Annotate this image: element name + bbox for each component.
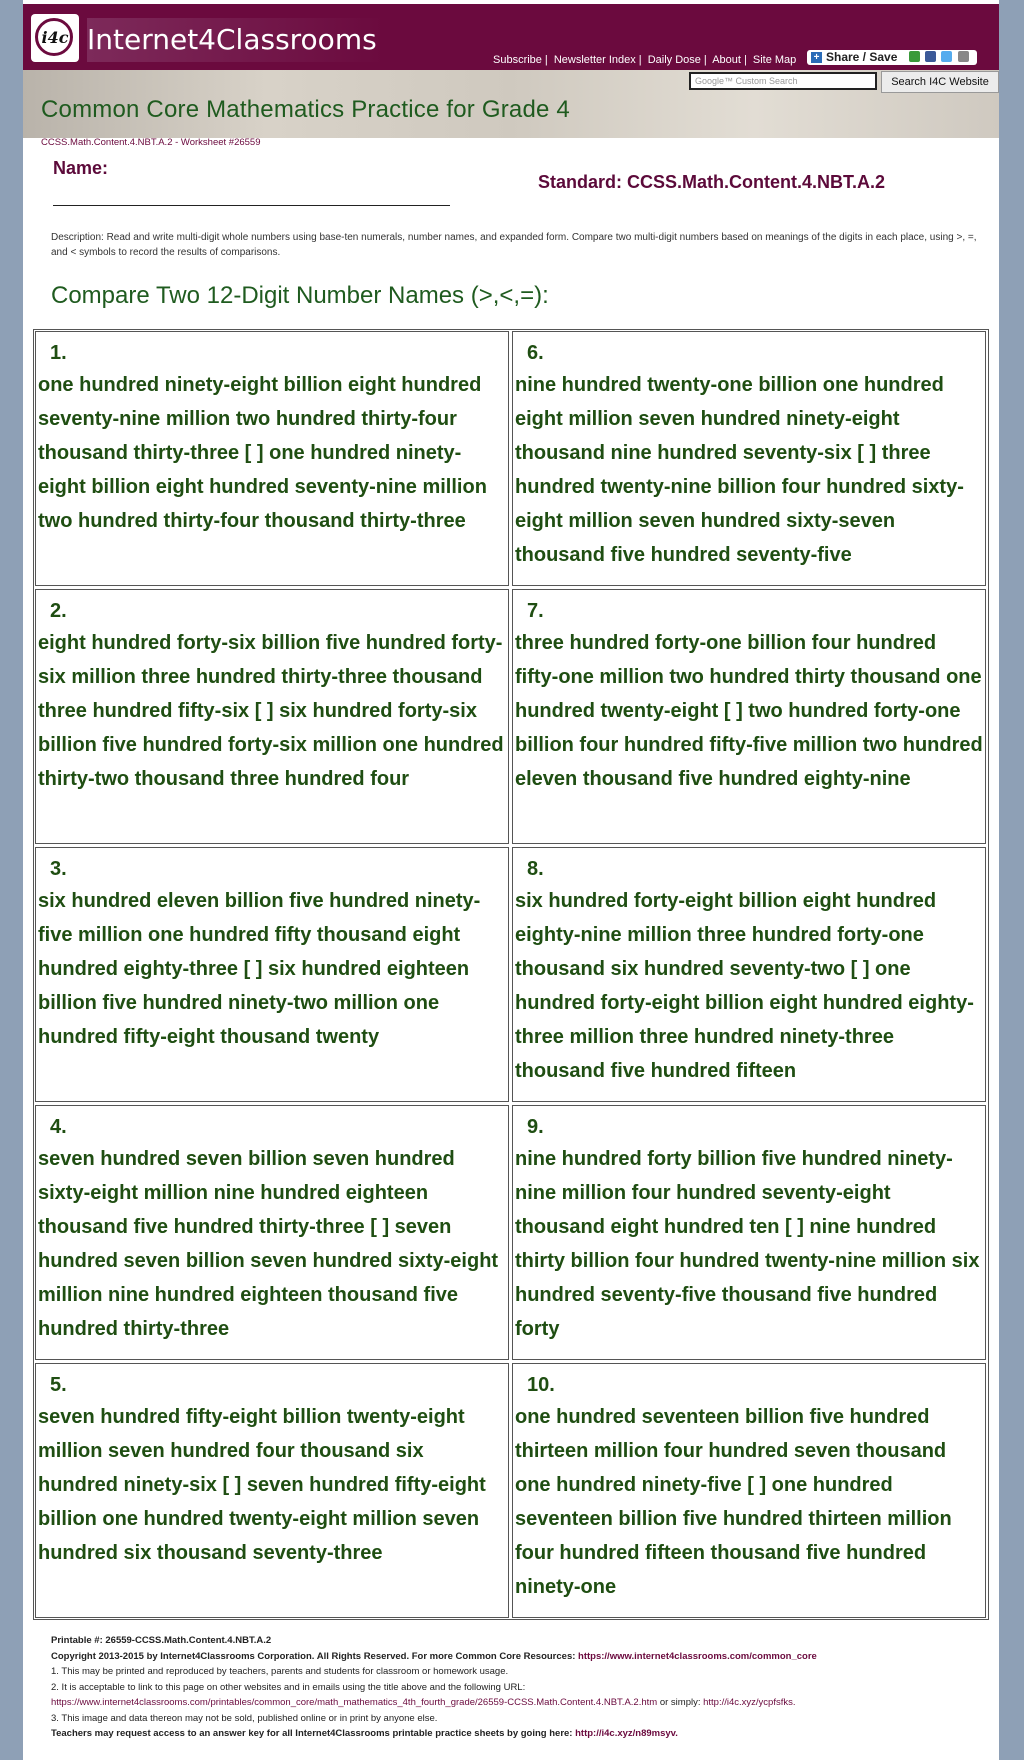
worksheet-url-link[interactable]: https://www.internet4classrooms.com/printables/common_core/math_mathematics_4th_fourth_grade/26559-CCSS.Math.Content.4.NBT.A.2.htm: [51, 1697, 658, 1708]
question-number: 5.: [50, 1374, 67, 1396]
facebook-icon[interactable]: [925, 51, 936, 62]
nav-daily-dose[interactable]: Daily Dose: [647, 54, 701, 66]
question-text: eight hundred forty-six billion five hundred forty-six million three hundred thirty-three thousand three hundred fifty-six [ ] six hundred forty-six billion five hundred forty-six million one hundred thirty-two thousand three hundred four: [38, 632, 504, 790]
share-save-button[interactable]: [807, 50, 977, 65]
plus-icon: +: [811, 52, 822, 63]
question-cell: [512, 331, 986, 586]
question-text: one hundred seventeen billion five hundred thirteen million four hundred seven thousand one hundred ninety-five [ ] one hundred seventeen billion five hundred thirteen million four hundred fifteen thousand five hundred ninety-one: [515, 1406, 952, 1598]
question-number: 6.: [527, 342, 544, 364]
or-simply: or simply:: [659, 1697, 701, 1708]
question-number: 3.: [50, 858, 67, 880]
question-number: 1.: [50, 342, 67, 364]
question-number: 7.: [527, 600, 544, 622]
question-text: seven hundred seven billion seven hundred sixty-eight million nine hundred eighteen thousand five hundred thirty-three [ ] seven hundred seven billion seven hundred sixty-eight million nine hundred eighteen thousand five hundred thirty-three: [38, 1148, 499, 1340]
question-text: three hundred forty-one billion four hundred fifty-one million two hundred thirty thousand one hundred twenty-eight [ ] two hundred forty-one billion four hundred fifty-five million two hundred eleven thousand five hundred eighty-nine: [515, 632, 983, 790]
nav-newsletter-index[interactable]: Newsletter Index: [553, 54, 636, 66]
question-text: one hundred ninety-eight billion eight hundred seventy-nine million two hundred thirty-four thousand thirty-three [ ] one hundred ninety-eight billion eight hundred seventy-nine million two hundred thirty-four thousand thirty-three: [38, 374, 487, 532]
nav-separator: |: [544, 54, 548, 66]
note-3: 3. This image and data thereon may not be sold, published online or in print by anyone else.: [51, 1712, 438, 1724]
answer-key-text: Teachers may request access to an answer key for all Internet4Classrooms printable practice sheets by going here:: [51, 1728, 573, 1739]
search-input[interactable]: Google™ Custom Search: [689, 72, 877, 90]
question-cell: [35, 331, 509, 586]
printable-number: Printable #: 26559-CCSS.Math.Content.4.NBT.A.2: [51, 1635, 272, 1646]
search-button[interactable]: Search I4C Website: [881, 71, 999, 93]
question-cell: [512, 1105, 986, 1360]
question-cell: [512, 589, 986, 844]
standard-label: Standard: CCSS.Math.Content.4.NBT.A.2: [538, 172, 886, 192]
section-title: Compare Two 12-Digit Number Names (>,<,=):: [51, 282, 549, 309]
question-number: 8.: [527, 858, 544, 880]
footer: [51, 1633, 991, 1742]
page: [23, 0, 999, 1760]
share-icon[interactable]: [909, 51, 920, 62]
description: Description: Read and write multi-digit whole numbers using base-ten numerals, number names, and expanded form. Compare two multi-digit numbers based on meanings of the digits in each place, using >, =, and < symbols to record the results of comparisons.: [51, 232, 977, 258]
question-text: seven hundred fifty-eight billion twenty-eight million seven hundred four thousand six hundred ninety-six [ ] seven hundred fifty-eight billion one hundred twenty-eight million seven hundred six thousand seventy-three: [38, 1406, 486, 1564]
question-cell: [512, 847, 986, 1102]
twitter-icon[interactable]: [941, 51, 952, 62]
name-label: Name:: [53, 158, 109, 178]
nav-subscribe[interactable]: Subscribe: [493, 54, 542, 66]
question-cell: [35, 847, 509, 1102]
site-header: [23, 4, 999, 70]
question-cell: [512, 1363, 986, 1618]
question-cell: [35, 589, 509, 844]
nav-about[interactable]: About: [712, 54, 741, 66]
page-title: Common Core Mathematics Practice for Grade 4: [41, 96, 570, 123]
short-url-link[interactable]: http://i4c.xyz/ycpfsfks.: [703, 1697, 796, 1708]
nav-separator: |: [638, 54, 642, 66]
site-name[interactable]: Internet4Classrooms: [87, 18, 385, 62]
i4c-logo[interactable]: [31, 14, 79, 62]
more-options-icon[interactable]: [958, 51, 969, 62]
question-cell: [35, 1105, 509, 1360]
share-save-label: Share / Save: [826, 50, 898, 64]
common-core-link[interactable]: https://www.internet4classrooms.com/common_core: [578, 1650, 817, 1662]
question-number: 4.: [50, 1116, 67, 1138]
question-grid: [33, 329, 989, 1620]
nav-separator: |: [743, 54, 747, 66]
question-text: nine hundred forty billion five hundred ninety-nine million four hundred seventy-eight thousand eight hundred ten [ ] nine hundred thirty billion four hundred twenty-nine million six hundred seventy-five thousand five hundred forty: [515, 1148, 980, 1340]
top-nav: [493, 54, 799, 66]
note-2: 2. It is acceptable to link to this page on other websites and in emails using the title above and the following URL:: [51, 1681, 526, 1693]
worksheet-code: CCSS.Math.Content.4.NBT.A.2 - Worksheet #26559: [41, 137, 261, 148]
name-line: [53, 205, 450, 206]
question-cell: [35, 1363, 509, 1618]
note-1: 1. This may be printed and reproduced by teachers, parents and students for classroom or homework usage.: [51, 1666, 509, 1677]
question-text: nine hundred twenty-one billion one hundred eight million seven hundred ninety-eight thousand nine hundred seventy-six [ ] three hundred twenty-nine billion four hundred sixty-eight million seven hundred sixty-seven thousand five hundred seventy-five: [515, 374, 964, 566]
question-text: six hundred eleven billion five hundred ninety-five million one hundred fifty thousand eight hundred eighty-three [ ] six hundred eighteen billion five hundred ninety-two million one hundred fifty-eight thousand twenty: [38, 890, 481, 1048]
question-number: 9.: [527, 1116, 544, 1138]
nav-separator: |: [703, 54, 707, 66]
answer-key-link[interactable]: http://i4c.xyz/n89msyv.: [575, 1728, 678, 1739]
question-number: 2.: [50, 600, 67, 622]
copyright: Copyright 2013-2015 by Internet4Classrooms Corporation. All Rights Reserved. For more Common Core Resources:: [51, 1650, 576, 1662]
nav-site-map[interactable]: Site Map: [752, 54, 797, 66]
question-number: 10.: [527, 1374, 555, 1396]
logo-text: i4c: [41, 28, 69, 47]
question-text: six hundred forty-eight billion eight hundred eighty-nine million three hundred forty-one thousand six hundred seventy-two [ ] one hundred forty-eight billion eight hundred eighty-three million three hundred ninety-three thousand five hundred fifteen: [515, 890, 974, 1082]
